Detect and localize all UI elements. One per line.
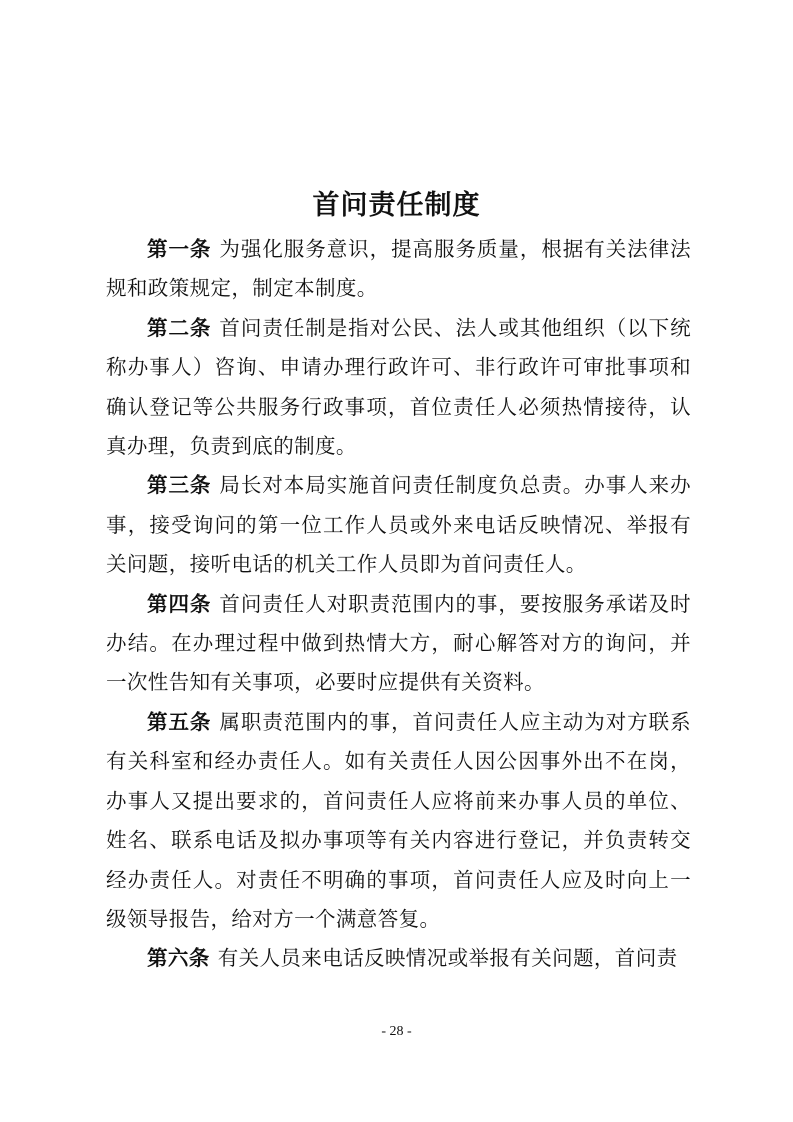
article-2 (106, 309, 691, 467)
article-lead: 第三条 (147, 473, 212, 498)
article-text: 局长对本局实施首问责任制度负总责。办事人来办事，接受询问的第一位工作人员或外来电话反映情况、举报有关问题，接听电话的机关工作人员即为首问责任人。 (106, 473, 691, 577)
page-number: - 28 - (381, 1024, 412, 1039)
document-body (106, 230, 691, 979)
article-lead: 第四条 (147, 591, 212, 616)
article-text: 有关人员来电话反映情况或举报有关问题，首问责 (217, 946, 678, 971)
article-5 (106, 703, 691, 939)
article-6 (106, 939, 691, 978)
article-3 (106, 466, 691, 584)
article-lead: 第二条 (147, 315, 212, 340)
article-lead: 第一条 (147, 237, 212, 261)
article-lead: 第五条 (147, 709, 212, 734)
article-lead: 第六条 (147, 946, 210, 971)
article-text: 属职责范围内的事，首问责任人应主动为对方联系有关科室和经办责任人。如有关责任人因公因事外出不在岗，办事人又提出要求的，首问责任人应将前来办事人员的单位、姓名、联系电话及拟办事项等有关内容进行登记，并负责转交经办责任人。对责任不明确的事项，首问责任人应及时向上一级领导报告，给对方一个满意答复。 (106, 709, 691, 931)
article-text: 首问责任人对职责范围内的事，要按服务承诺及时办结。在办理过程中做到热情大方，耐心解答对方的询问，并一次性告知有关事项，必要时应提供有关资料。 (106, 591, 691, 695)
article-4 (106, 585, 691, 703)
article-text: 为强化服务意识，提高服务质量，根据有关法律法规和政策规定，制定本制度。 (106, 237, 691, 301)
document-title: 首问责任制度 (312, 190, 481, 221)
article-text: 首问责任制是指对公民、法人或其他组织（以下统称办事人）咨询、申请办理行政许可、非行政许可审批事项和确认登记等公共服务行政事项，首位责任人必须热情接待，认真办理，负责到底的制度。 (106, 315, 691, 459)
article-1 (106, 230, 691, 309)
